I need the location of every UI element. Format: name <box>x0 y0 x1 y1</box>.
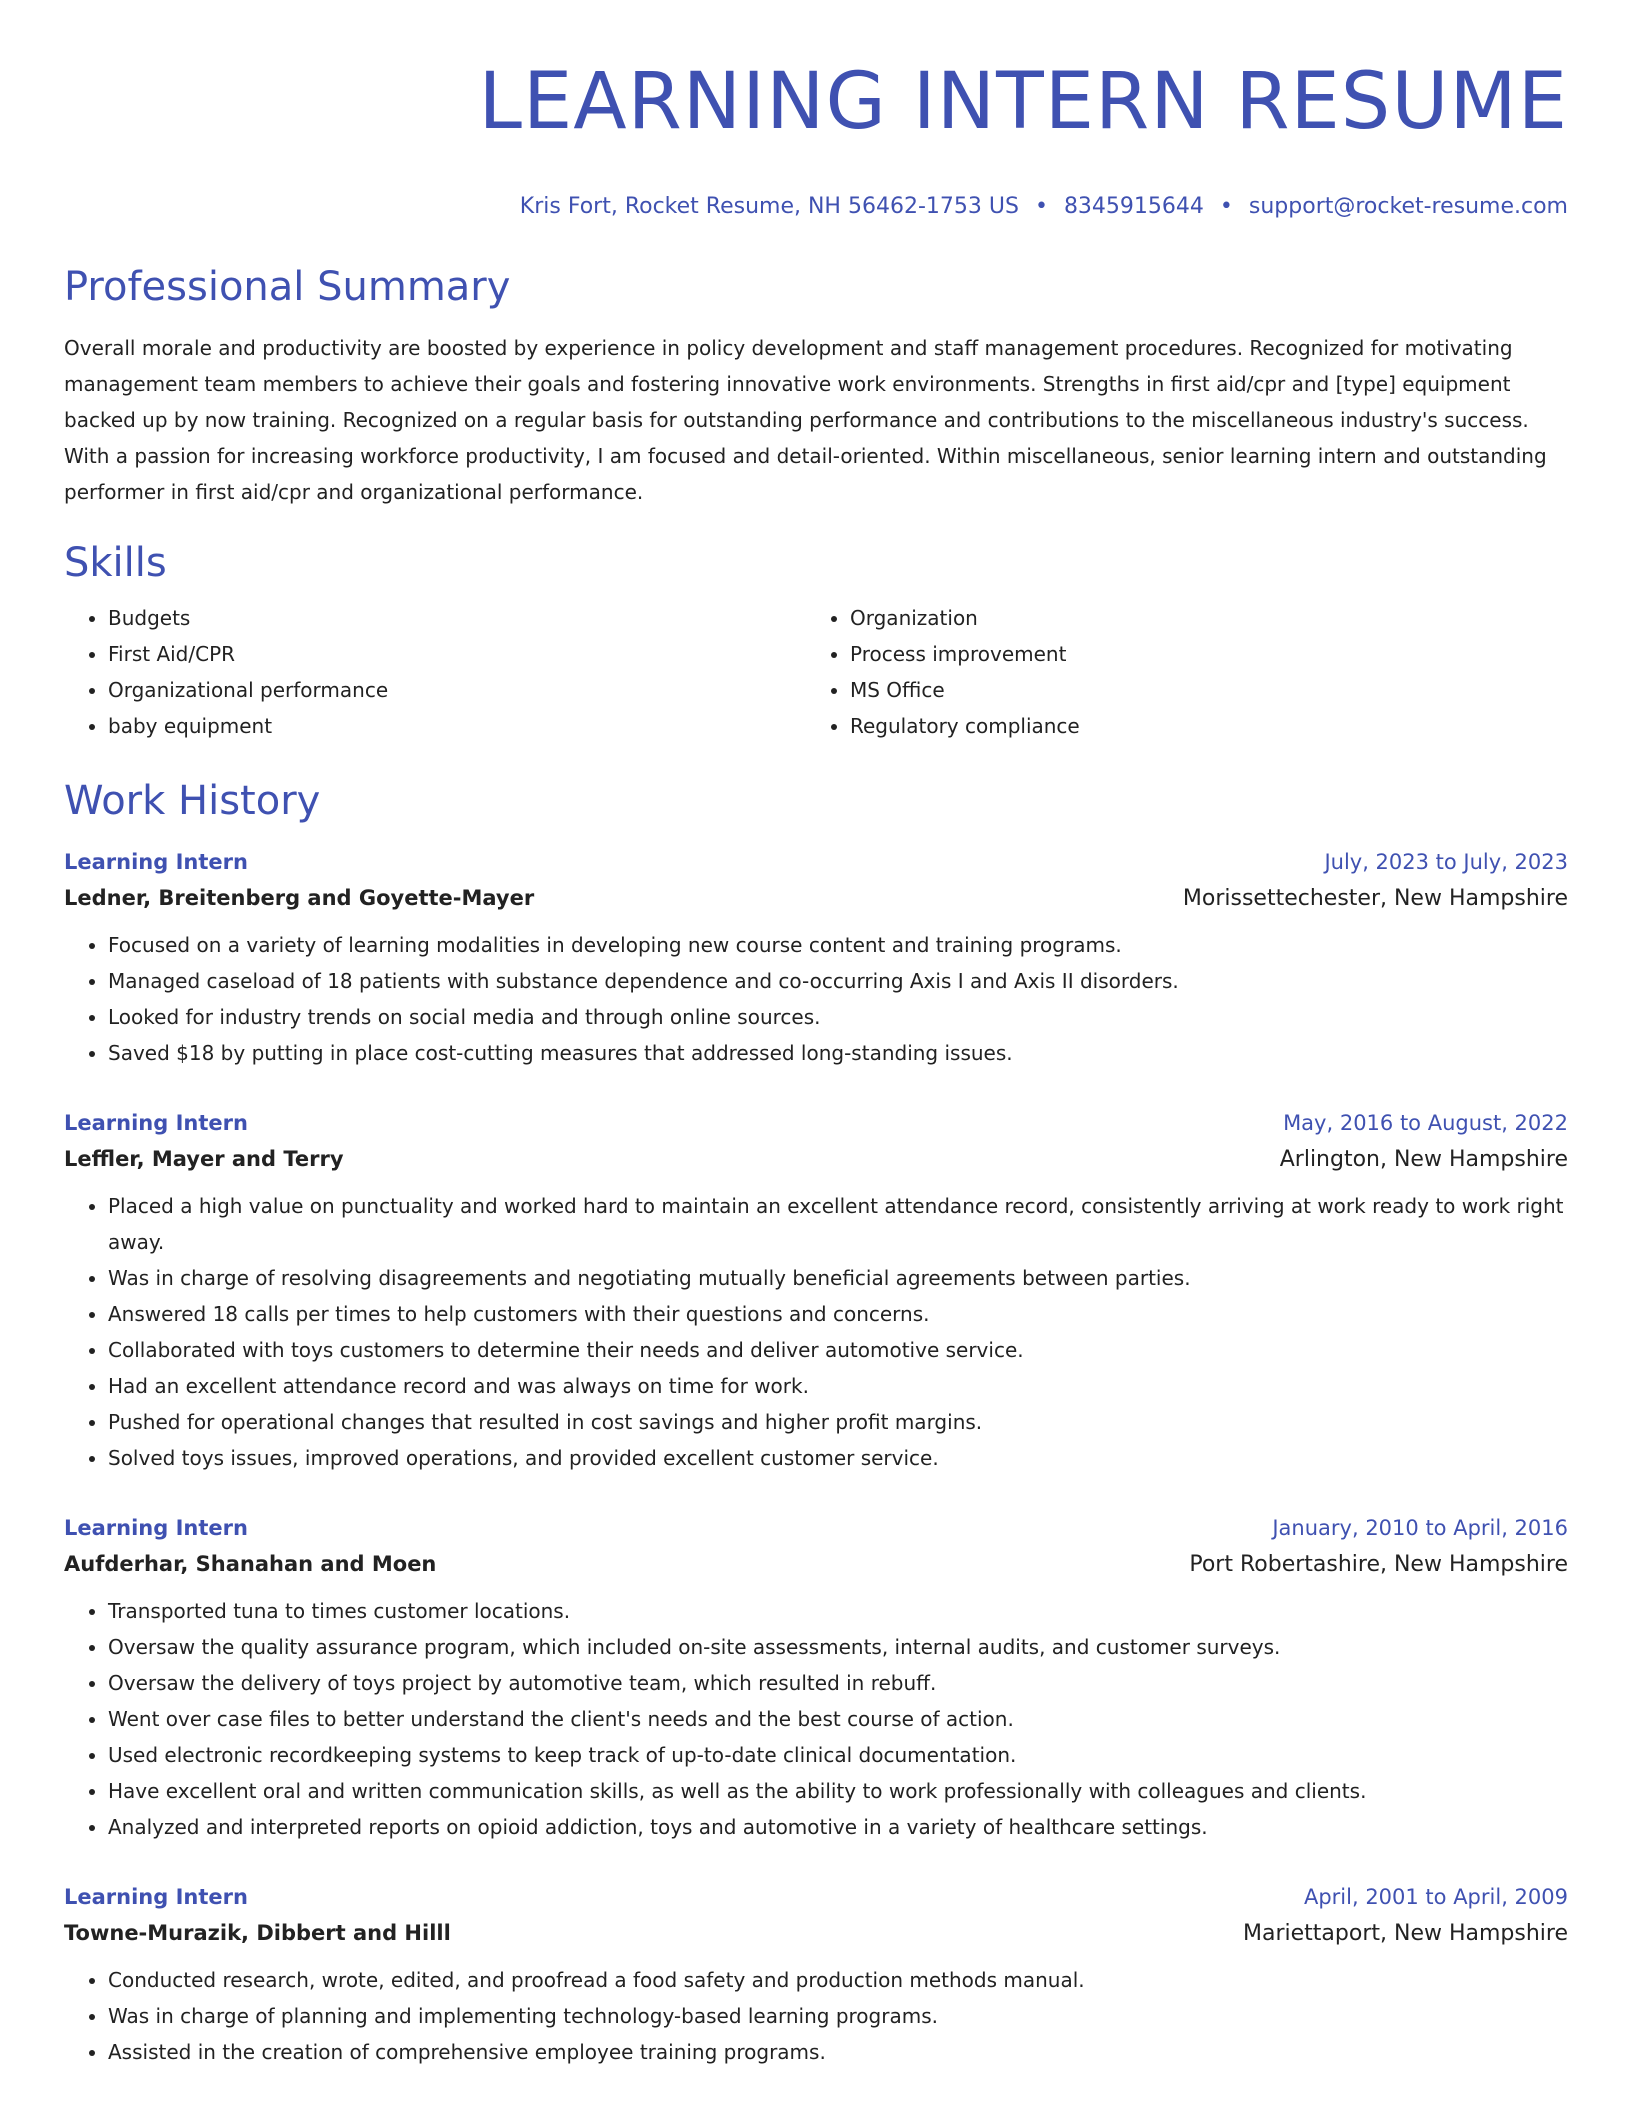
skills-column-right <box>806 600 1548 744</box>
job-bullet: • Managed caseload of 18 patients with substance dependence and co-occurring Axis I and Axis II disorders. <box>108 963 1568 999</box>
job-bullet: • Placed a high value on punctuality and worked hard to maintain an excellent attendance record, consistently arriving at work ready to work right away. <box>108 1188 1568 1260</box>
skill-item: • Organizational performance <box>108 672 806 708</box>
job-dates: July, 2023 to July, 2023 <box>1324 850 1568 874</box>
job-location: Mariettaport, New Hampshire <box>1243 1921 1568 1946</box>
job-bullet: • Collaborated with toys customers to determine their needs and deliver automotive service. <box>108 1332 1568 1368</box>
skill-item: • Budgets <box>108 600 806 636</box>
job-company: Ledner, Breitenberg and Goyette-Mayer <box>64 886 535 910</box>
work-history-heading: Work History <box>64 778 321 824</box>
job-bullets <box>64 1188 1568 1476</box>
job-bullet: • Conducted research, wrote, edited, and proofread a food safety and production methods manual. <box>108 1962 1568 1998</box>
skills-list <box>64 600 1568 744</box>
resume-title: LEARNING INTERN RESUME <box>478 57 1568 147</box>
job-bullets <box>64 1962 1568 2070</box>
summary-heading: Professional Summary <box>64 264 511 310</box>
skill-item: • Process improvement <box>850 636 1548 672</box>
job-bullet: • Looked for industry trends on social media and through online sources. <box>108 999 1568 1035</box>
job-entry <box>64 1879 1568 2070</box>
contact-separator: • <box>1034 194 1048 219</box>
contact-address: Kris Fort, Rocket Resume, NH 56462-1753 US <box>519 194 1019 219</box>
job-bullet: • Analyzed and interpreted reports on opioid addiction, toys and automotive in a variety of healthcare settings. <box>108 1809 1568 1845</box>
job-bullet: • Was in charge of resolving disagreements and negotiating mutually beneficial agreements between parties. <box>108 1260 1568 1296</box>
job-entry <box>64 844 1568 1071</box>
job-location: Morissettechester, New Hampshire <box>1182 886 1568 911</box>
skill-item: • Regulatory compliance <box>850 708 1548 744</box>
job-role: Learning Intern <box>64 1516 248 1540</box>
job-location: Port Robertashire, New Hampshire <box>1189 1552 1568 1577</box>
skills-heading: Skills <box>64 540 167 586</box>
job-bullet: • Was in charge of planning and implementing technology-based learning programs. <box>108 1998 1568 2034</box>
job-bullet: • Transported tuna to times customer locations. <box>108 1593 1568 1629</box>
job-bullet: • Had an excellent attendance record and was always on time for work. <box>108 1368 1568 1404</box>
job-company: Towne-Murazik, Dibbert and Hilll <box>64 1921 451 1945</box>
skill-item: • Organization <box>850 600 1548 636</box>
job-bullet: • Went over case files to better understand the client's needs and the best course of action. <box>108 1701 1568 1737</box>
skill-item: • First Aid/CPR <box>108 636 806 672</box>
job-bullet: • Assisted in the creation of comprehensive employee training programs. <box>108 2034 1568 2070</box>
job-company: Leffler, Mayer and Terry <box>64 1147 344 1171</box>
skill-item: • baby equipment <box>108 708 806 744</box>
job-bullet: • Used electronic recordkeeping systems to keep track of up-to-date clinical documentation. <box>108 1737 1568 1773</box>
job-entry <box>64 1105 1568 1476</box>
job-bullet: • Oversaw the quality assurance program, which included on-site assessments, internal audits, and customer surveys. <box>108 1629 1568 1665</box>
job-bullets <box>64 927 1568 1071</box>
job-bullet: • Focused on a variety of learning modalities in developing new course content and training programs. <box>108 927 1568 963</box>
job-bullet: • Solved toys issues, improved operations, and provided excellent customer service. <box>108 1440 1568 1476</box>
job-role: Learning Intern <box>64 1111 248 1135</box>
job-role: Learning Intern <box>64 850 248 874</box>
skill-item: • MS Office <box>850 672 1548 708</box>
contact-email: support@rocket-resume.com <box>1248 194 1568 219</box>
job-role: Learning Intern <box>64 1885 248 1909</box>
skills-column-left <box>64 600 806 744</box>
job-bullet: • Saved $18 by putting in place cost-cutting measures that addressed long-standing issues. <box>108 1035 1568 1071</box>
resume-page <box>64 0 1568 2070</box>
job-bullets <box>64 1593 1568 1845</box>
job-location: Arlington, New Hampshire <box>1279 1147 1568 1172</box>
job-bullet: • Have excellent oral and written communication skills, as well as the ability to work professionally with colleagues and clients. <box>108 1773 1568 1809</box>
contact-separator: • <box>1219 194 1233 219</box>
summary-text: Overall morale and productivity are boosted by experience in policy development and staff management procedures. Recognized for motivating management team members to achieve their goals and fostering innovative work environments. Strengths in first aid/cpr and [type] equipment backed up by now training. Recognized on a regular basis for outstanding performance and contributions to the miscellaneous industry's success. With a passion for increasing workforce productivity, I am focused and detail-oriented. Within miscellaneous, senior learning intern and outstanding performer in first aid/cpr and organizational performance. <box>64 336 1547 504</box>
job-entry <box>64 1510 1568 1845</box>
job-company: Aufderhar, Shanahan and Moen <box>64 1552 437 1576</box>
job-bullet: • Oversaw the delivery of toys project by automotive team, which resulted in rebuff. <box>108 1665 1568 1701</box>
job-bullet: • Pushed for operational changes that resulted in cost savings and higher profit margins. <box>108 1404 1568 1440</box>
contact-line <box>64 192 1568 222</box>
job-dates: January, 2010 to April, 2016 <box>1272 1516 1568 1540</box>
job-dates: May, 2016 to August, 2022 <box>1283 1111 1568 1135</box>
contact-phone: 8345915644 <box>1063 194 1204 219</box>
job-dates: April, 2001 to April, 2009 <box>1303 1885 1568 1909</box>
job-bullet: • Answered 18 calls per times to help customers with their questions and concerns. <box>108 1296 1568 1332</box>
